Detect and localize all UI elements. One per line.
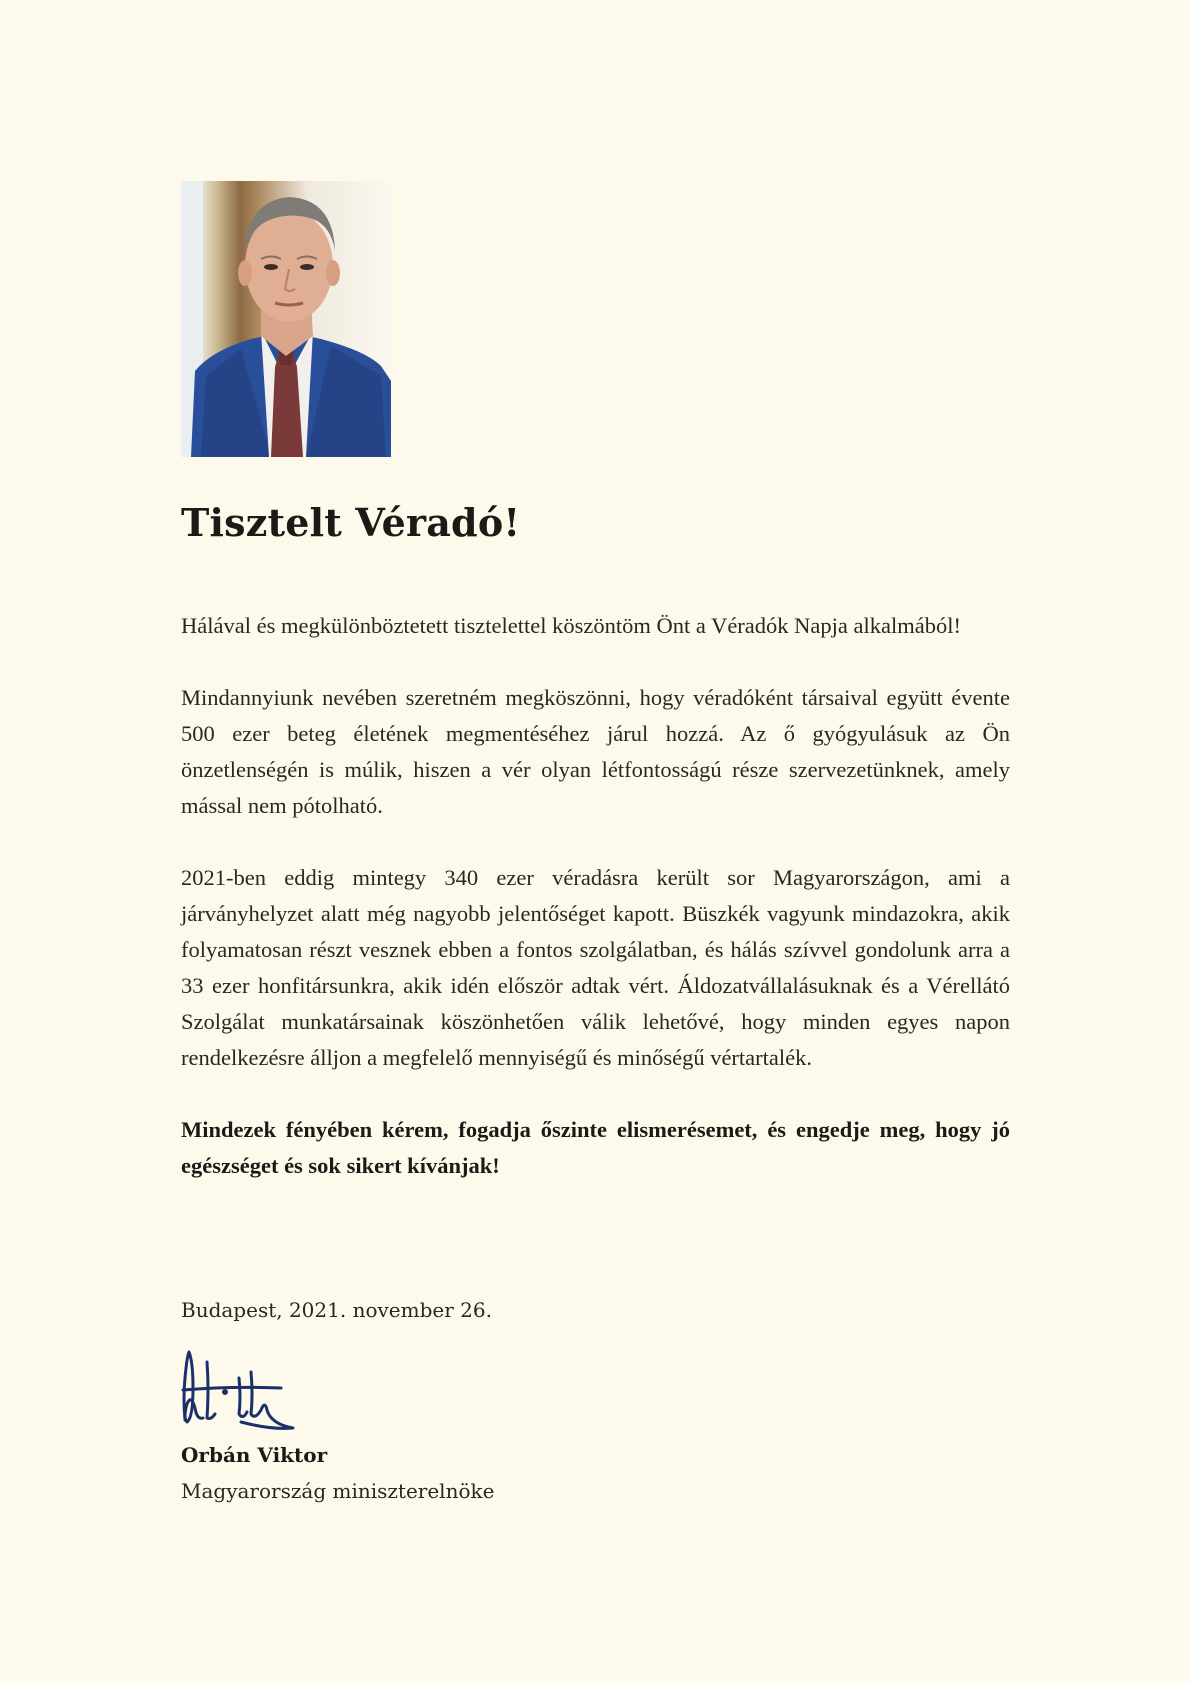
signature-icon — [181, 1348, 296, 1430]
portrait-illustration — [181, 181, 391, 457]
signer-title: Magyarország miniszterelnöke — [181, 1479, 495, 1503]
letter-body — [181, 608, 1010, 1220]
letter-paragraph: Mindannyiunk nevében szeretném megköszönni, hogy véradóként társaival együtt évente 500 ezer beteg életének megmentéséhez járul hozzá. Az ő gyógyulásuk az Ön önzetlenségén is múlik, hiszen a vér olyan létfontosságú része szervezetünknek, amely mással nem pótolható. — [181, 685, 1010, 818]
portrait-photo — [181, 181, 391, 457]
letter-paragraph: Hálával és megkülönböztetett tisztelettel köszöntöm Önt a Véradók Napja alkalmából! — [181, 613, 961, 638]
letter-greeting: Tisztelt Véradó! — [181, 500, 521, 545]
letter-paragraph: 2021-ben eddig mintegy 340 ezer véradásra került sor Magyarországon, ami a járványhelyzet alatt még nagyobb jelentőséget kapott. Büszkék vagyunk mindazokra, akik folyamatosan részt vesznek ebben a fontos szolgálatban, és hálás szívvel gondolunk arra a 33 ezer honfitársunkra, akik idén először adtak vért. Áldozatvállalásuknak és a Vérellátó Szolgálat munkatársainak köszönhetően válik lehetővé, hogy minden egyes napon rendelkezésre álljon a megfelelő mennyiségű és minőségű vértartalék. — [181, 865, 1010, 1070]
signer-name: Orbán Viktor — [181, 1443, 328, 1467]
letter-closing-paragraph: Mindezek fényében kérem, fogadja őszinte elismerésemet, és engedje meg, hogy jó egészséget és sok sikert kívánjak! — [181, 1117, 1010, 1178]
place-date: Budapest, 2021. november 26. — [181, 1298, 492, 1322]
